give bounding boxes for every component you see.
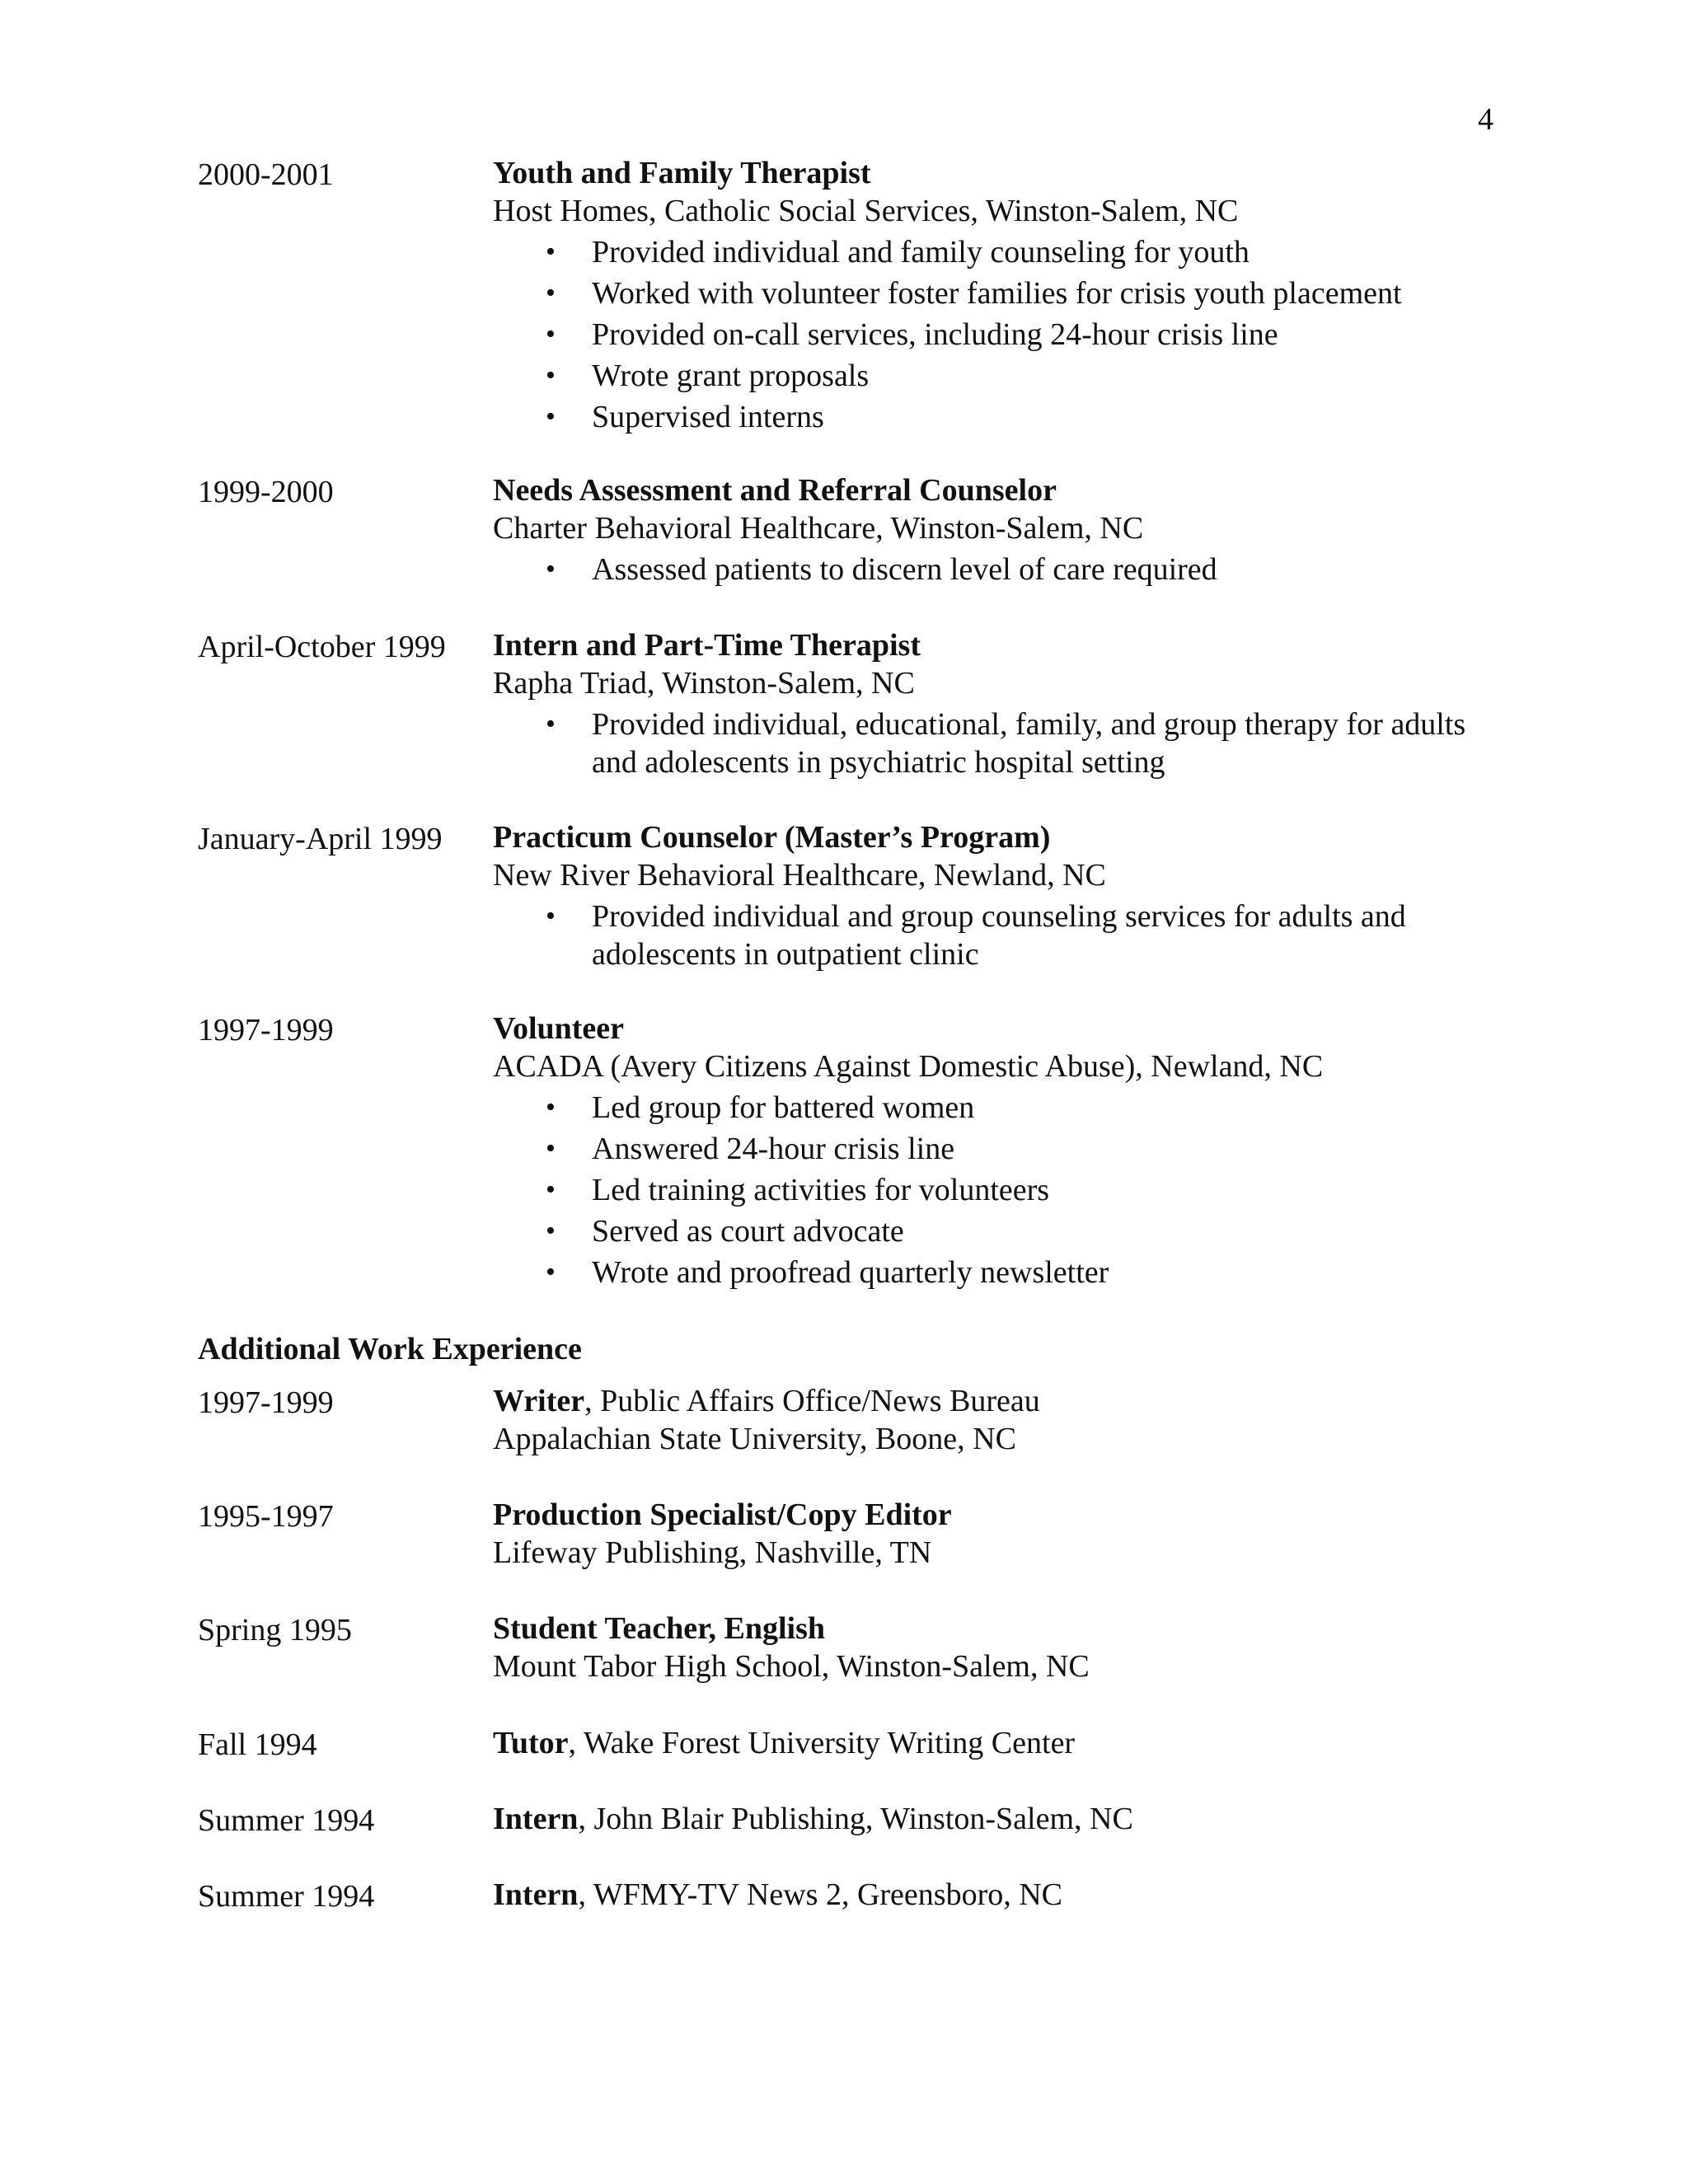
entry-date: 1997-1999 bbox=[198, 1013, 334, 1047]
list-item: • Supervised interns bbox=[546, 400, 824, 434]
entry-organization: Charter Behavioral Healthcare, Winston-Salem, NC bbox=[493, 511, 1144, 546]
bullet-icon: • bbox=[546, 554, 556, 584]
entry-content bbox=[493, 1010, 1482, 1291]
entry-content bbox=[493, 154, 1482, 436]
list-item: • Served as court advocate bbox=[546, 1214, 904, 1249]
bullet-icon: • bbox=[546, 1216, 556, 1246]
entry-organization: Appalachian State University, Boone, NC bbox=[493, 1422, 1016, 1456]
bullet-icon: • bbox=[546, 709, 556, 739]
entry-content bbox=[493, 626, 1482, 781]
entry-title: Writer, Public Affairs Office/News Bureau bbox=[493, 1384, 1040, 1418]
list-item: • Assessed patients to discern level of care required bbox=[546, 552, 1217, 587]
list-item: • Wrote and proofread quarterly newsletter bbox=[546, 1255, 1109, 1290]
entry-title: Youth and Family Therapist bbox=[493, 156, 871, 190]
list-item: • Answered 24-hour crisis line bbox=[546, 1132, 955, 1166]
entry-content bbox=[493, 1800, 1482, 1838]
entry-content bbox=[493, 1610, 1482, 1685]
entry-date: Fall 1994 bbox=[198, 1727, 317, 1762]
entry-content bbox=[493, 1724, 1482, 1762]
entry-content bbox=[493, 1496, 1482, 1572]
entry-organization: Mount Tabor High School, Winston-Salem, NC bbox=[493, 1649, 1090, 1684]
entry-date: April-October 1999 bbox=[198, 630, 446, 664]
entry-title: Volunteer bbox=[493, 1011, 625, 1046]
bullet-icon: • bbox=[546, 1133, 556, 1164]
entry-title: Production Specialist/Copy Editor bbox=[493, 1497, 952, 1532]
bullet-icon: • bbox=[546, 360, 556, 391]
bullet-icon: • bbox=[546, 237, 556, 267]
entry-organization: Rapha Triad, Winston-Salem, NC bbox=[493, 666, 915, 701]
list-item: • Provided on-call services, including 24-hour crisis line bbox=[546, 317, 1278, 352]
bullet-icon: • bbox=[546, 401, 556, 432]
entry-bullets bbox=[493, 705, 1482, 781]
bullet-icon: • bbox=[546, 901, 556, 931]
entry-content bbox=[493, 471, 1482, 588]
bullet-icon: • bbox=[546, 1092, 556, 1122]
entry-bullets bbox=[493, 233, 1482, 436]
entry-organization: New River Behavioral Healthcare, Newland, NC bbox=[493, 858, 1106, 893]
entry-date: Summer 1994 bbox=[198, 1879, 375, 1914]
entry-content bbox=[493, 818, 1482, 973]
entry-title: Practicum Counselor (Master’s Program) bbox=[493, 820, 1051, 855]
list-item: • Led training activities for volunteers bbox=[546, 1173, 1050, 1207]
entry-organization: Host Homes, Catholic Social Services, Winston-Salem, NC bbox=[493, 194, 1239, 228]
page-number: 4 bbox=[1478, 102, 1493, 137]
entry-bullets bbox=[493, 898, 1482, 973]
entry-title: Student Teacher, English bbox=[493, 1611, 826, 1646]
bullet-icon: • bbox=[546, 278, 556, 308]
entry-bullets bbox=[493, 1089, 1482, 1291]
entry-date: 2000-2001 bbox=[198, 157, 334, 192]
entry-organization: ACADA (Avery Citizens Against Domestic Abuse), Newland, NC bbox=[493, 1049, 1324, 1084]
list-item: • Provided individual and family counseling for youth bbox=[546, 235, 1250, 269]
entry-title: Intern, John Blair Publishing, Winston-Salem, NC bbox=[493, 1802, 1133, 1836]
entry-title: Needs Assessment and Referral Counselor bbox=[493, 473, 1057, 508]
entry-date: 1995-1997 bbox=[198, 1499, 334, 1534]
entry-date: Spring 1995 bbox=[198, 1613, 352, 1647]
entry-title: Intern and Part-Time Therapist bbox=[493, 628, 921, 663]
bullet-icon: • bbox=[546, 1174, 556, 1205]
entry-content bbox=[493, 1382, 1482, 1458]
entry-title: Intern, WFMY-TV News 2, Greensboro, NC bbox=[493, 1877, 1063, 1912]
list-item: • Worked with volunteer foster families for crisis youth placement bbox=[546, 276, 1402, 311]
list-item: • Provided individual, educational, family, and group therapy for adults and adolescents in psychiatric hospital setting bbox=[546, 707, 1466, 780]
list-item: • Provided individual and group counseling services for adults and adolescents in outpatient clinic bbox=[546, 899, 1406, 972]
list-item: • Wrote grant proposals bbox=[546, 359, 870, 393]
entry-title: Tutor, Wake Forest University Writing Center bbox=[493, 1726, 1076, 1760]
entry-organization: Lifeway Publishing, Nashville, TN bbox=[493, 1535, 932, 1570]
section-heading: Additional Work Experience bbox=[198, 1332, 582, 1366]
bullet-icon: • bbox=[546, 319, 556, 349]
entry-date: January-April 1999 bbox=[198, 822, 443, 856]
entry-date: 1999-2000 bbox=[198, 475, 334, 509]
entry-content bbox=[493, 1876, 1482, 1914]
entry-bullets bbox=[493, 551, 1482, 588]
bullet-icon: • bbox=[546, 1257, 556, 1287]
entry-date: Summer 1994 bbox=[198, 1803, 375, 1838]
entry-date: 1997-1999 bbox=[198, 1385, 334, 1420]
list-item: • Led group for battered women bbox=[546, 1090, 975, 1125]
